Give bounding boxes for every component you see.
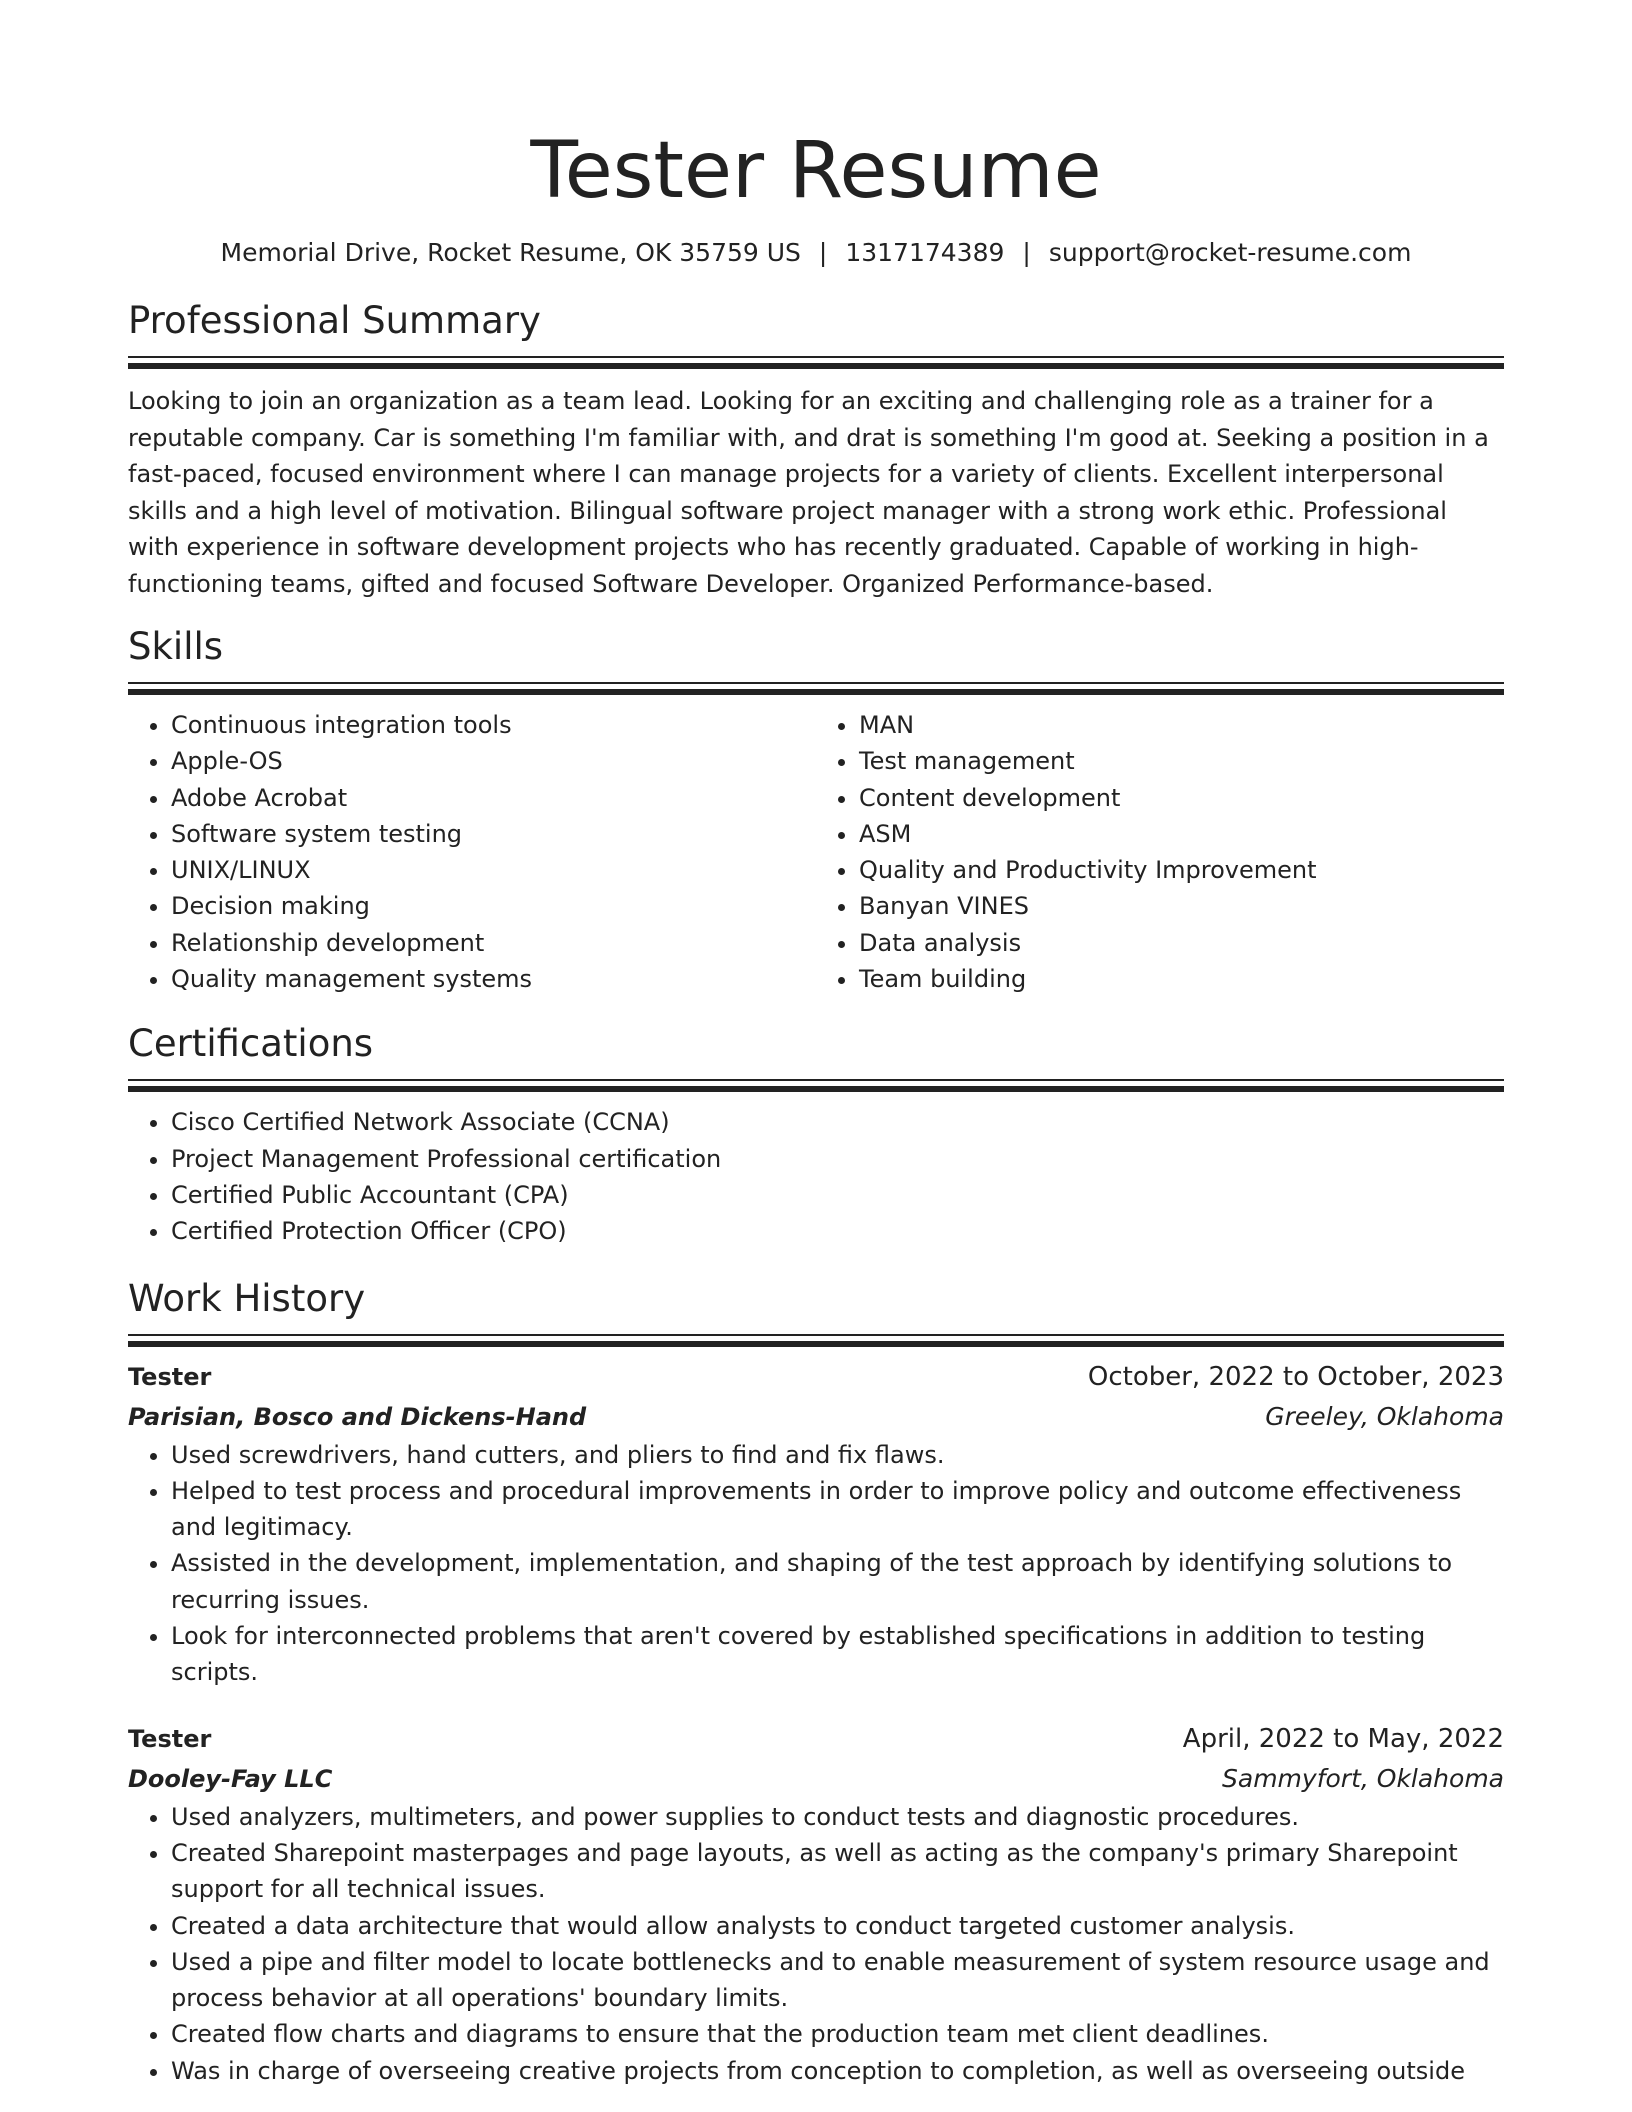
certifications-section	[128, 1021, 1504, 1249]
job-header	[128, 1719, 1504, 1759]
skills-list-right	[816, 707, 1504, 997]
list-item: • Helped to test process and procedural improvements in order to improve policy and outcome effectiveness and legitimacy.	[171, 1473, 1504, 1546]
job-subheader	[128, 1759, 1504, 1799]
job-company: Parisian, Bosco and Dickens-Hand	[128, 1402, 587, 1431]
skills-list-left	[128, 707, 816, 997]
skills-section	[128, 624, 1504, 997]
list-item: • Data analysis	[859, 925, 1504, 961]
job-location: Sammyfort, Oklahoma	[1222, 1763, 1504, 1793]
contact-line	[128, 236, 1504, 270]
section-divider	[128, 356, 1504, 369]
list-item: • Software system testing	[171, 816, 816, 852]
section-divider	[128, 682, 1504, 695]
contact-address: Memorial Drive, Rocket Resume, OK 35759 US	[220, 238, 801, 267]
job-title: Tester	[128, 1362, 212, 1391]
list-item: • ASM	[859, 816, 1504, 852]
certifications-list	[128, 1104, 1504, 1249]
list-item: • Test management	[859, 743, 1504, 779]
list-item: • Team building	[859, 961, 1504, 997]
list-item: • Look for interconnected problems that aren't covered by established specifications in addition to testing scripts.	[171, 1618, 1504, 1691]
job-bullets	[128, 1799, 1504, 2089]
section-title: Professional Summary	[128, 299, 541, 342]
section-title: Work History	[128, 1276, 366, 1320]
list-item: • Decision making	[171, 888, 816, 924]
list-item: • Certified Public Accountant (CPA)	[171, 1177, 1504, 1213]
list-item: • Project Management Professional certification	[171, 1141, 1504, 1177]
work-history-section	[128, 1276, 1504, 2089]
list-item: • Created Sharepoint masterpages and page layouts, as well as acting as the company's primary Sharepoint support for all technical issues.	[171, 1835, 1504, 1908]
job-dates: April, 2022 to May, 2022	[1182, 1723, 1504, 1754]
summary-text: Looking to join an organization as a team lead. Looking for an exciting and challenging role as a trainer for a reputable company. Car is something I'm familiar with, and drat is something I'm good at. Seeking a position in a fast-paced, focused environment where I can manage projects for a variety of clients. Excellent interpersonal skills and a high level of motivation. Bilingual software project manager with a strong work ethic. Professional with experience in software development projects who has recently graduated. Capable of working in high-functioning teams, gifted and focused Software Developer. Organized Performance-based.	[128, 387, 1489, 598]
job-subheader	[128, 1397, 1504, 1437]
list-item: • Apple-OS	[171, 743, 816, 779]
section-divider	[128, 1079, 1504, 1092]
list-item: • UNIX/LINUX	[171, 852, 816, 888]
list-item: • Quality and Productivity Improvement	[859, 852, 1504, 888]
contact-email: support@rocket-resume.com	[1048, 238, 1412, 267]
list-item: • Was in charge of overseeing creative projects from conception to completion, as well as overseeing outside	[171, 2053, 1504, 2089]
contact-separator: |	[818, 238, 828, 267]
list-item: • Content development	[859, 780, 1504, 816]
job-dates: October, 2022 to October, 2023	[1087, 1361, 1504, 1392]
job-entry	[128, 1719, 1504, 2089]
list-item: • MAN	[859, 707, 1504, 743]
list-item: • Used analyzers, multimeters, and power supplies to conduct tests and diagnostic procedures.	[171, 1799, 1504, 1835]
job-title: Tester	[128, 1724, 212, 1753]
job-header	[128, 1357, 1504, 1397]
resume-page	[128, 0, 1504, 2089]
job-company: Dooley-Fay LLC	[128, 1764, 333, 1793]
contact-phone: 1317174389	[845, 238, 1005, 267]
list-item: • Created flow charts and diagrams to ensure that the production team met client deadlines.	[171, 2016, 1504, 2052]
section-divider	[128, 1334, 1504, 1347]
section-title: Skills	[128, 625, 224, 668]
job-bullets	[128, 1437, 1504, 1691]
list-item: • Banyan VINES	[859, 888, 1504, 924]
section-title: Certifications	[128, 1022, 374, 1066]
list-item: • Quality management systems	[171, 961, 816, 997]
list-item: • Adobe Acrobat	[171, 780, 816, 816]
list-item: • Assisted in the development, implementation, and shaping of the test approach by identifying solutions to recurring issues.	[171, 1545, 1504, 1618]
resume-name: Tester Resume	[530, 126, 1102, 216]
list-item: • Relationship development	[171, 925, 816, 961]
list-item: • Cisco Certified Network Associate (CCNA)	[171, 1104, 1504, 1140]
job-entry	[128, 1357, 1504, 1691]
list-item: • Used screwdrivers, hand cutters, and pliers to find and fix flaws.	[171, 1437, 1504, 1473]
list-item: • Created a data architecture that would allow analysts to conduct targeted customer analysis.	[171, 1908, 1504, 1944]
summary-section	[128, 298, 1504, 602]
skills-columns	[128, 707, 1504, 997]
list-item: • Certified Protection Officer (CPO)	[171, 1213, 1504, 1249]
job-location: Greeley, Oklahoma	[1265, 1401, 1504, 1431]
contact-separator: |	[1022, 238, 1031, 267]
list-item: • Continuous integration tools	[171, 707, 816, 743]
list-item: • Used a pipe and filter model to locate bottlenecks and to enable measurement of system resource usage and process behavior at all operations' boundary limits.	[171, 1944, 1504, 2017]
